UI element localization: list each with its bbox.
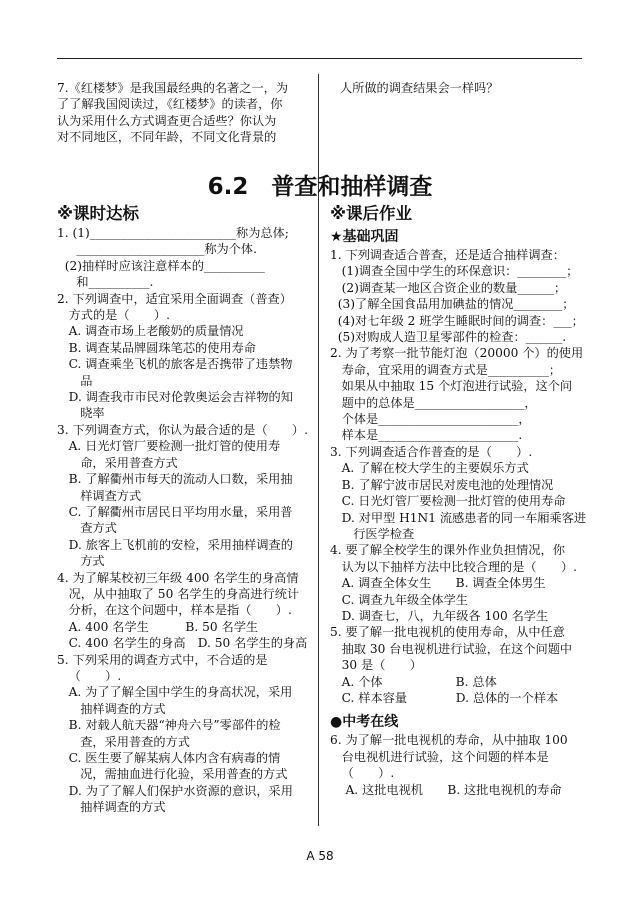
question-line: 查方式 (57, 521, 117, 536)
question-line: 6. 为了解一批电视机的寿命，从中抽取 100 (330, 733, 568, 748)
question-line: 方式的是（ ）. (57, 308, 170, 323)
right-question-list-basic (330, 247, 586, 706)
question-line: 查，采用普查的方式 (57, 734, 190, 749)
question-line: 题中的总体是__________________， (330, 395, 537, 410)
q7-line: 了了解我国阅读过，《红楼梦》的读者，你 (57, 97, 283, 112)
question-line: B. 了解宁波市居民对废电池的处理情况 (330, 477, 554, 492)
q7-line: 对不同地区，不同年龄，不同文化背景的 (57, 130, 277, 145)
question-line: B. 对载人航天器“神舟六号”零部件的检 (57, 718, 281, 733)
q7-right-line: 人所做的调查结果会一样吗？ (340, 81, 499, 95)
question-line: 个体是_______________________， (330, 412, 531, 427)
subsection-exam: ●中考在线 (330, 714, 399, 731)
q7-line: 7.《红楼梦》是我国最经典的名著之一，为 (57, 81, 289, 95)
question-line: D. 对甲型 H1N1 流感患者的同一车厢乘客进 (330, 510, 587, 525)
q7-line: 认为采用什么方式调查更合适些？你认为 (57, 113, 277, 128)
question-line: 4. 要了解全校学生的课外作业负担情况，你 (330, 543, 565, 558)
question-line: 台电视机进行试验，这个问题的样本是 (330, 749, 549, 764)
question-line: A. 调查全体女生 B. 调查全体男生 (330, 576, 546, 591)
question-line: C. 调查九年级全体学生 (330, 592, 468, 607)
left-column (57, 203, 309, 816)
question-line: C. 日光灯管厂要检测一批灯管的使用寿命 (330, 494, 566, 509)
question-line: B. 了解衢州市每天的流动人口数，采用抽 (57, 472, 293, 487)
question-line: 抽样调查的方式 (57, 800, 166, 815)
question-line: C. 了解衢州市居民日平均用水量，采用普 (57, 504, 293, 519)
page-number: A 58 (306, 849, 334, 863)
question-line: 命，采用普查方式 (57, 455, 178, 470)
question-line: D. 调查七，八，九年级各 100 名学生 (330, 608, 549, 623)
right-column (330, 203, 586, 798)
question-line: A. 调查市场上老酸奶的质量情况 (57, 324, 244, 339)
question-line: 行医学检查 (330, 526, 415, 541)
question-line: (4)对七年级 2 班学生睡眠时间的调查：___； (330, 313, 584, 328)
question-line: D. 旅客上飞机前的安检，采用抽样调查的 (57, 537, 293, 552)
question-line: (5)对购成人造卫星零部件的检查：______. (330, 330, 567, 345)
question-line: D. 为了了解人们保护水资源的意识，采用 (57, 783, 293, 798)
top-rule (57, 58, 582, 59)
question-line: 认为以下抽样方法中比较合理的是（ ）. (330, 559, 578, 574)
question-line: (2)调查某一地区合资企业的数量______； (330, 280, 567, 295)
question-line: 如果从中抽取 15 个灯泡进行试验，这个问 (330, 379, 573, 394)
question-line: 30 是（ ） (330, 658, 422, 673)
subsection-basic: ★基础巩固 (330, 229, 399, 245)
question-line: 晓率 (57, 406, 105, 421)
question-line: 方式 (57, 554, 105, 569)
question-line: A. 为了了解全国中学生的身高状况，采用 (57, 685, 293, 700)
question-line: 样本是_______________________. (330, 428, 523, 443)
question-line: 3. 下列调查适合作普查的是（ ）. (330, 444, 533, 459)
question-line: A. 了解在校大学生的主要娱乐方式 (330, 461, 529, 476)
question-line: 4. 为了解某校初三年级 400 名学生的身高情 (57, 570, 299, 585)
question-line: B. 调查某品牌圆珠笔芯的使用寿命 (57, 340, 256, 355)
question-line: C. 调查乘坐飞机的旅客是否携带了违禁物 (57, 357, 293, 372)
question-line: (3)了解全国食品用加碘盐的情况________； (330, 297, 575, 312)
question-7 (57, 80, 315, 146)
question-line: C. 样本容量 D. 总体的一个样本 (330, 690, 559, 705)
question-line: 5. 要了解一批电视机的使用寿命，从中任意 (330, 625, 565, 640)
question-line: 抽样调查的方式 (57, 701, 166, 716)
question-line: 抽取 30 台电视机进行试验，在这个问题中 (330, 641, 573, 656)
question-line: C. 医生要了解某病人体内含有病毒的情 (57, 751, 281, 765)
question-line: 况，需抽血进行化验，采用普查的方式 (57, 767, 288, 782)
question-line: A. 这批电视机 B. 这批电视机的寿命 (330, 782, 562, 797)
question-line: 品 (57, 373, 93, 388)
question-line: (1)调查全国中学生的环保意识：________； (330, 264, 579, 279)
question-line: 样调查方式 (57, 488, 142, 503)
question-line: A. 日光灯管厂要检测一批灯管的使用寿 (57, 439, 281, 454)
question-line: 3. 下列调查方式，你认为最合适的是（ ）. (57, 422, 308, 437)
right-question-list-exam (330, 732, 586, 798)
question-line: 5. 下列采用的调查方式中，不合适的是 (57, 652, 268, 667)
question-line: 2. 为了考察一批节能灯泡（20000 个）的使用 (330, 346, 584, 361)
left-question-list (57, 225, 309, 816)
question-line: 1. 下列调查适合普查，还是适合抽样调查： (330, 248, 565, 262)
question-line: （ ）. (330, 766, 395, 781)
question-line: _____________________称为个体. (57, 242, 257, 257)
question-line: C. 400 名学生的身高 D. 50 名学生的身高 (57, 636, 308, 651)
question-line: 2. 下列调查中，适宜采用全面调查（普查） (57, 291, 292, 306)
question-line: （ ）. (57, 668, 122, 683)
question-line: 和__________. (57, 275, 154, 290)
question-line: A. 400 名学生 B. 50 名学生 (57, 619, 259, 634)
question-line: A. 个体 B. 总体 (330, 674, 497, 689)
section-header-in-class: ※课时达标 (57, 204, 140, 223)
question-line: 况，从中抽取了 50 名学生的身高进行统计 (57, 586, 300, 601)
question-line: D. 调查我市市民对伦敦奥运会吉祥物的知 (57, 390, 293, 405)
page-title: 6.2 普查和抽样调查 (207, 174, 433, 200)
question-line: 寿命，宜采用的调查方式是__________； (330, 362, 561, 377)
question-line: (2)抽样时应该注意样本的__________ (57, 258, 265, 273)
question-line: 分析，在这个问题中，样本是指（ ）. (57, 603, 292, 618)
question-7-continued (340, 80, 580, 96)
question-line: 1. (1)________________________称为总体; (57, 226, 289, 240)
section-header-homework: ※课后作业 (330, 204, 413, 223)
